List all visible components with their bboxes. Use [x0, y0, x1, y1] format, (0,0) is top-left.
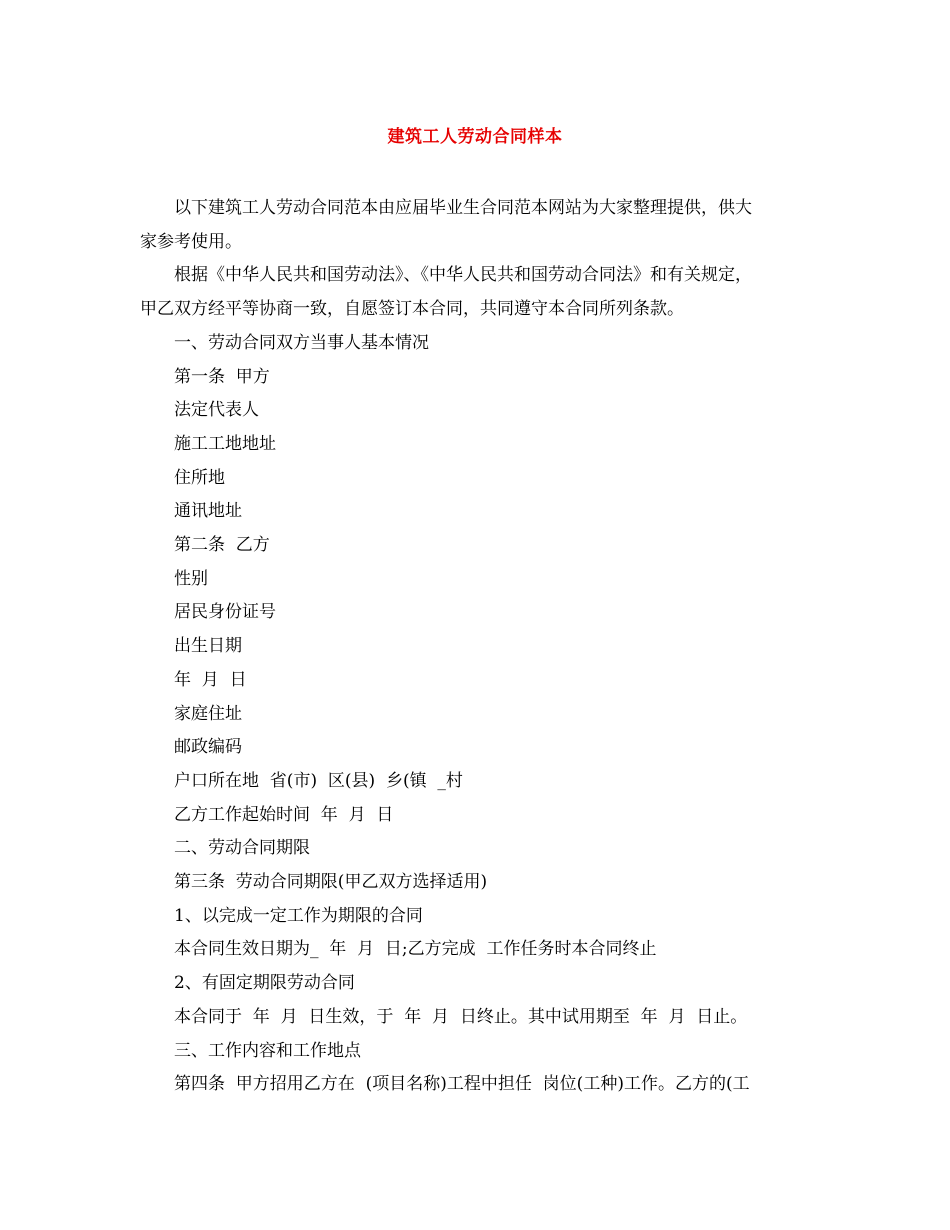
clause-line: 2、有固定期限劳动合同 [174, 973, 355, 994]
article-line: 第一条 甲方 [174, 366, 270, 387]
field-label: 家庭住址 [174, 703, 242, 724]
field-label: 乙方工作起始时间 年 月 日 [174, 804, 394, 825]
field-label: 性别 [174, 568, 208, 589]
document-title: 建筑工人劳动合同样本 [387, 127, 563, 147]
field-label: 居民身份证号 [174, 602, 276, 623]
basis-paragraph [140, 259, 830, 326]
clause-line: 1、以完成一定工作为期限的合同 [174, 905, 423, 926]
article-line: 第三条 劳动合同期限(甲乙双方选择适用) [174, 872, 488, 893]
section-heading: 一、劳动合同双方当事人基本情况 [174, 332, 429, 353]
field-label: 法定代表人 [174, 400, 259, 421]
field-label: 邮政编码 [174, 737, 242, 758]
article-line: 第四条 甲方招用乙方在 (项目名称)工程中担任 岗位(工种)工作。乙方的(工 [174, 1074, 750, 1095]
intro-paragraph [140, 192, 830, 259]
field-label: 通讯地址 [174, 501, 242, 522]
field-label: 施工工地地址 [174, 433, 276, 454]
field-label: 出生日期 [174, 636, 242, 657]
clause-line: 本合同生效日期为_ 年 月 日;乙方完成 工作任务时本合同终止 [174, 939, 657, 960]
field-label: 户口所在地 省(市) 区(县) 乡(镇 _村 [174, 770, 463, 791]
field-label: 年 月 日 [174, 669, 247, 690]
section-heading: 三、工作内容和工作地点 [174, 1040, 361, 1061]
article-line: 第二条 乙方 [174, 535, 270, 556]
field-label: 住所地 [174, 467, 225, 488]
document-body [140, 192, 830, 1102]
paragraph-line: 以下建筑工人劳动合同范本由应届毕业生合同范本网站为大家整理提供，供大 [174, 198, 752, 218]
section-heading: 二、劳动合同期限 [174, 838, 310, 859]
paragraph-line: 甲乙双方经平等协商一致，自愿签订本合同，共同遵守本合同所列条款。 [140, 299, 684, 320]
paragraph-line: 根据《中华人民共和国劳动法》、《中华人民共和国劳动合同法》和有关规定， [174, 265, 752, 286]
clause-line: 本合同于 年 月 日生效，于 年 月 日终止。其中试用期至 年 月 日止。 [174, 1006, 748, 1027]
paragraph-line: 家参考使用。 [140, 231, 242, 252]
